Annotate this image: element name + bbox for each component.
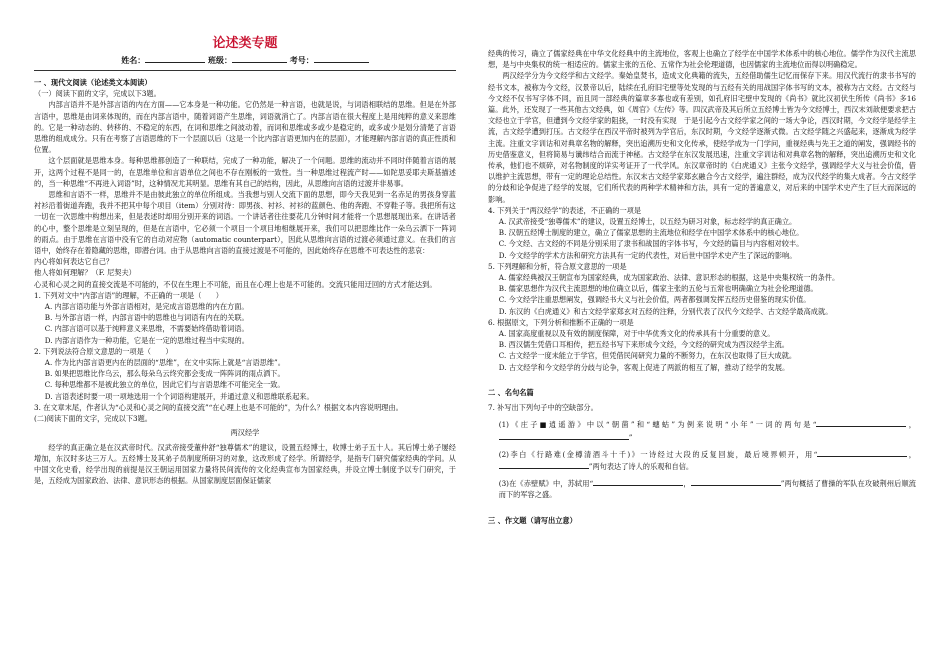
q5-option-d[interactable]: D. 东汉的《白虎通义》和古文经学家郑玄对五经的注释，分别代表了汉代今文经学、古文经学最高成就。 bbox=[498, 306, 833, 316]
q7-3-blank-a[interactable] bbox=[593, 477, 683, 486]
q7-3-blank-b[interactable] bbox=[691, 477, 781, 486]
question-4-stem: 4. 下列关于“两汉经学”的表述，不正确的一项是 bbox=[488, 205, 642, 215]
q1-option-d[interactable]: D. 内部言语作为一种功能，它是在一定的思维过程当中实现的。 bbox=[44, 335, 249, 345]
q7-2-blank-b[interactable] bbox=[499, 460, 589, 469]
class-field[interactable] bbox=[232, 54, 287, 63]
question-2-stem: 2. 下列说法符合原文意思的一项是（ ） bbox=[34, 346, 173, 356]
passage-2-paragraph: 两汉经学分为今文经学和古文经学。秦始皇焚书，造成文化典籍的流失，五经借助儒生记忆而保存下来。用汉代流行的隶书书写的经书文本，被称为今文经，汉景帝以后，陆续在孔府旧宅壁等处发现的与五经有关的用战国字体书写的文本，被称为古文经。古文经与今文经不仅书写字体不同，而且同一部经典的篇章多寡也或有差别，如孔府旧宅壁中发现的《尚书》就比汉初伏生所传《尚书》多16篇。此外，还发现了一些其他古文经典，如《周官》《左传》等。四汉武帝及其后所立五经博士皆为今文经博士，西汉末刘歆便要求把古文经也立于学官，但遭到今文经学家的阻挠，一时没有实现 于是引起今古文经学家之间的一场大争论，西汉时期，今文经学是经学主流，古文经学遭到打压。古文经学在西汉平帝时被列为学官后，东汉时期，今文经学逐渐式微。古文经学随之兴盛起来，逐渐成为经学主流。注重文字训诂和对典章名物的解释，突出追溯历史和文化传承，使经学成为一门学问，重视经典与先王之道的阐发，强调经书的历史借鉴意义，但将简易与谶纬结合而流于神秘。古文经学在东汉发展迅速，注重文字训诂和对典章名物的解释，突出追溯历史和文化传承，他们也不烦碎，对名物制度的详实考证开了一代学风。东汉章帝时的《白虎通义》主张今文经学，强调经学大义与社会价值，借以维护主流思想，带有一定的理论总结性。东汉末古文经学家郑玄融合今古文经学，遍注群经，成为汉代经学的集大成者。今古文经学的分歧和论争促进了经学的发展，它们所代表的两种学术精神和方法，具有一定的普遍意义，对后来的中国学术史产生了巨大而深远的影响。 bbox=[488, 71, 916, 204]
question-1-stem: 1. 下列对文中“内部言语”的理解，不正确的一项是（ ） bbox=[34, 290, 223, 300]
part-1-intro: （一）阅读下面的文字，完成以下3题。 bbox=[34, 89, 161, 99]
class-label: 班级： bbox=[208, 55, 232, 65]
left-column bbox=[34, 0, 456, 486]
q2-option-b[interactable]: B. 如果把思维比作乌云，那么每朵乌云终究都会变成一阵阵词的雨点洒下。 bbox=[44, 369, 285, 379]
section-1-heading: 一 、现代文阅读（论述类文本阅读） bbox=[34, 78, 152, 87]
part-2-intro: (二)阅读下面的文字，完成以下3题。 bbox=[34, 414, 152, 424]
q7-item-1: (1)《庄子■逍遥游》中以“朝菌”和“蟪蛄”为例来说明“小年”一词的两句是“ ，” bbox=[498, 420, 916, 442]
q1-option-a[interactable]: A. 内部言语功能与外部言语相对，是完成言语思维的内在方面。 bbox=[44, 302, 249, 312]
passage-1-closing: 心灵和心灵之间的直接交流是不可能的，不仅在生理上不可能，而且在心理上也是不可能的。交流只能用迂回的方式才能达到。 bbox=[34, 279, 437, 289]
passage-2-title: 两汉经学 bbox=[230, 428, 260, 438]
q7-1-blank-b[interactable] bbox=[499, 431, 589, 440]
q6-option-d[interactable]: D. 古文经学和今文经学的分歧与论争，客观上促进了两派的相互了解，推动了经学的发展。 bbox=[498, 362, 790, 372]
passage-2-paragraph: 经学的真正确立是在汉武帝时代。汉武帝接受董仲舒“独尊儒术”的建议，设置五经博士，收博士弟子五十人。其后博士弟子屡经增加，东汉时多达三万人。五经博士及其弟子员制度所研习的对象，这改形成了经学。所谓经学，是指专门研究儒家经典的学问。从中国文化史看，经学出现的前提是汉王朝运用国家力量将民间流传的文化经典宣布为国家经典，并设立博士制度予以专门研究，于是，五经成为国家政治、法律、意识形态的根据。从国家制度层面保证儒家 bbox=[34, 442, 456, 486]
section-3-heading: 三 、作文题（请写出立意） bbox=[488, 515, 577, 525]
q4-option-b[interactable]: B. 汉朝五经博士制度的建立，确立了儒家思想的主流地位和经学在中国学术体系中的核心地位。 bbox=[498, 228, 804, 238]
question-7-stem: 7. 补写出下列句子中的空缺部分。 bbox=[488, 403, 598, 413]
page-title: 论述类专题 bbox=[212, 36, 278, 51]
passage-1-paragraph: 思维和言语不一样，思维并不是由彼此独立的单位所组成。当我想与别人交流下面的思想，即今天我见到一名赤足的男孩身穿蓝衬衫沿着街道奔跑，我并不把其中每个项目（item）分别对待：即男孩、衬衫、衬衫的蓝颜色、他的奔跑、不穿鞋子等。我把所有这一切在一次思维中构想出来，但是表述时却用分别开来的词语。一个讲话者往往要花几分钟时间才能将一个思想展现出来。在讲话者的心中，整个思维是立刻呈现的，但是在言语中，它必须一个项目一个项目地相继展开来，我们可以把思维比作一朵乌云洒下一阵词的雨点。由于思维在言语中没有它的自动对应物（automatic counterpart），因此从思维向言语的过渡必须通过意义。在我们的言语中，始终存在着隐藏的思维，即潜台词。由于从思维向言语的直接过渡是不可能的，因此始终存在思维不可表达性的悲哀： bbox=[34, 190, 456, 256]
passage-2-paragraph: 经典的传习，确立了儒家经典在中华文化经典中的主流地位，客观上也确立了经学在中国学术体系中的核心地位。儒学作为汉代主流思想，是与中央集权的统一相适应的。儒家主张的五伦、五常作为社会伦理道德，也因儒家的主流地位而得以明确稳定。 bbox=[488, 49, 916, 70]
name-field[interactable] bbox=[145, 54, 205, 63]
q5-option-b[interactable]: B. 儒家思想作为汉代主流思想的地位确立以后，儒家主张的五伦与五常也明确确立为社会伦理道德。 bbox=[498, 284, 818, 294]
q4-option-d[interactable]: D. 今文经学的学术方法和研究方法具有一定的代表性，对后世中国学术史产生了深远的影响。 bbox=[498, 250, 797, 260]
exam-no-field[interactable] bbox=[314, 54, 369, 63]
student-info-line bbox=[34, 54, 456, 66]
q1-option-b[interactable]: B. 与外部言语一样，内部言语中的思维也与词语有内在的关联。 bbox=[44, 313, 249, 323]
q2-option-c[interactable]: C. 每种思维都不是被此独立的单位，因此它们与言语思维不可能完全一致。 bbox=[44, 380, 285, 390]
question-3-stem: 3. 在文章末尾，作者认为“心灵和心灵之间的直接交流”“在心理上也是不可能的”，为什么？根据文本内容说明理由。 bbox=[34, 402, 403, 412]
poem-line: 他人将如何理解？（F. 尼契夫） bbox=[34, 268, 136, 278]
q7-1-blank-a[interactable] bbox=[816, 418, 906, 427]
header-divider bbox=[34, 70, 456, 71]
q4-option-c[interactable]: C. 今文经、古文经的不同是分别采用了隶书和战国的字体书写，今文经的篇目与内容相对较丰。 bbox=[498, 239, 804, 249]
q2-option-a[interactable]: A. 作为比内部言语更内在的层面的“思维”，在文中实际上就是“言语思维”。 bbox=[44, 358, 285, 368]
q5-option-a[interactable]: A. 儒家经典被汉王朝宣布为国家经典，成为国家政治、法律、意识形态的根据，这是中央集权统一的条件。 bbox=[498, 273, 840, 283]
poem-line: 内心将如何表达它自己？ bbox=[34, 257, 114, 267]
q6-option-b[interactable]: B. 西汉儒生凭借口耳相传，把五经书写下来形成今文经，今文经的研究成为西汉经学主流。 bbox=[498, 340, 789, 350]
q7-2-blank-a[interactable] bbox=[817, 448, 907, 457]
section-2-heading: 二 、名句名篇 bbox=[488, 387, 534, 397]
right-column bbox=[488, 0, 916, 526]
question-5-stem: 5. 下列理解和分析，符合原文意思的一项是 bbox=[488, 261, 627, 271]
q4-option-a[interactable]: A. 汉武帝接受“独尊儒术”的建议，设置五经博士，以五经为研习对象，标志经学的真正确立。 bbox=[498, 217, 797, 227]
passage-1-paragraph: 内部言语并不是外部言语的内在方面——它本身是一种功能。它仍然是一种言语，也就是说，与词语相联结的思维。但是在外部言语中，思维是由词来体现的，而在内部言语中，随着词语产生思维，词语就消亡了。内部言语在很大程度上是用纯粹的意义来思维的。它是一种动态的、转移的、不稳定的东西，在词和思维之间波动着，而词和思维或多或少是稳定的，或多或少是划分清楚了言语思维的组成成分。只有在考察了言语思维的下一个层面以后（这是一个比内部言语更加内在的层面），才能理解内部言语的真正性质和位置。 bbox=[34, 100, 456, 155]
q7-item-2: (2)李白《行路难(金樽清酒斗十千)》一诗经过大段的反复回旋，最后境界顿开，用“ ，”两句表达了诗人的乐观和自信。 bbox=[498, 449, 916, 471]
question-6-stem: 6. 根据原文，下列分析和推断不正确的一项是 bbox=[488, 317, 634, 327]
name-label: 姓名： bbox=[121, 55, 146, 65]
q2-option-d[interactable]: D. 言语表述时要一项一项地选用一个个词语构建展开，并通过意义和思维联系起来。 bbox=[44, 391, 314, 401]
q7-1-blank-c[interactable] bbox=[589, 431, 629, 440]
passage-1-paragraph: 这个层面就是思维本身。每种思维都创造了一种联结，完成了一种功能，解决了一个问题。思维的流动并不同时伴随着言语的展开，这两个过程不是同一的，在思维单位和言语单位之间也不存在刚板的一致性。当一种思维过程流产时——如陀思妥耶夫斯基描述的，当一种思维“不再进入词语”时，这种情况尤其明显。思维有其自己的结构，因此，从思维向言语的过渡并非易事。 bbox=[34, 156, 456, 188]
q6-option-c[interactable]: C. 古文经学一度未能立于学官，但凭借民间研究力量的不断努力，在东汉也取得了巨大成就。 bbox=[498, 351, 797, 361]
exam-no-label: 考号： bbox=[289, 55, 314, 65]
q6-option-a[interactable]: A. 国家高度重视以及有效的制度保障，对于中华优秀文化的传承具有十分重要的意义。 bbox=[498, 329, 775, 339]
q7-item-3: (3)在《赤壁赋》中，苏轼用“ ， ”两句概括了曹操的军队在攻破荆州后顺流而下的军容之盛。 bbox=[498, 479, 916, 500]
q5-option-c[interactable]: C. 今文经学注重思想阐发，强调经书大义与社会价值，两者都强调发挥五经历史借鉴的现实价值。 bbox=[498, 295, 811, 305]
q1-option-c[interactable]: C. 内部言语可以基于纯粹意义来思维，不需要始终借助着词语。 bbox=[44, 324, 249, 334]
